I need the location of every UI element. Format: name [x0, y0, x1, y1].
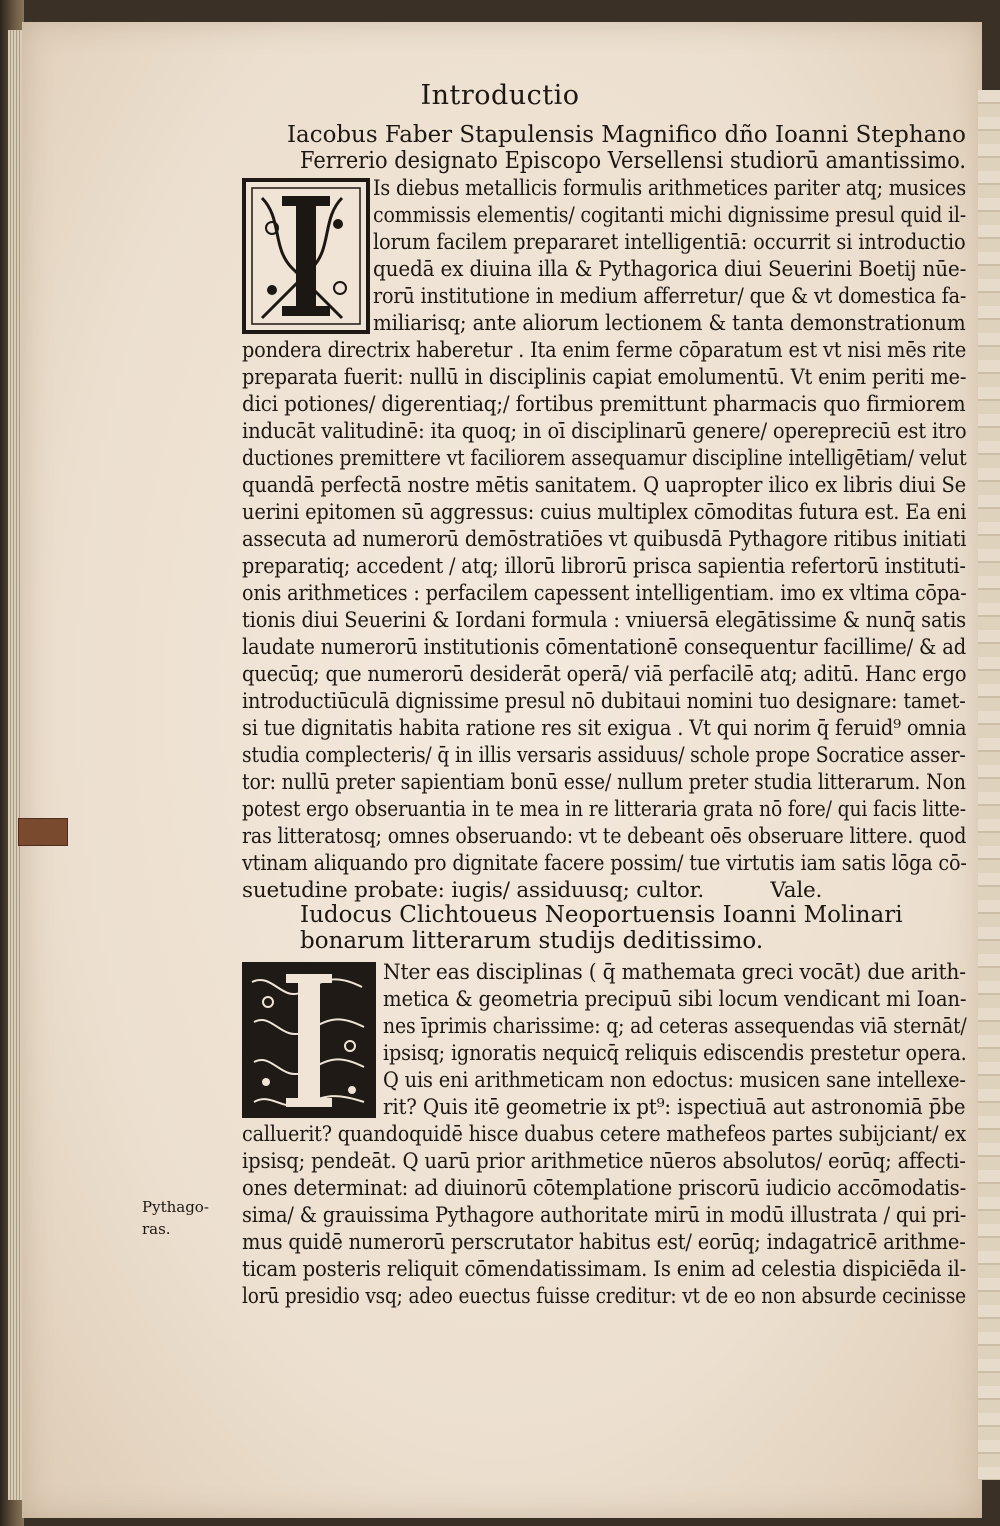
- text-line: onis arithmetices : perfacilem capessent intelligentiam. imo ex vltima cōpa-: [242, 581, 967, 606]
- text-line: ductiones premittere vt faciliorem assequamur discipline intelligētiam/ velut: [242, 446, 967, 471]
- initial-ornament-icon: [242, 178, 370, 334]
- text-line: calluerit? quandoquidē hisce duabus cetere mathefeos partes subijciant/ ex: [242, 1122, 967, 1147]
- decorated-initial-i: [242, 178, 370, 334]
- margin-note-line: Pythago-: [142, 1198, 209, 1216]
- text-line: studia complecteris/ q̄ in illis versaris assiduus/ schole prope Socratice asser-: [242, 743, 966, 768]
- text-line: Nter eas disciplinas ( q̄ mathemata greci vocāt) due arith-: [383, 960, 966, 985]
- text-line: ras litteratosq; omnes obseruando: vt te debeant oēs obseruare littere. quod: [242, 824, 967, 849]
- text-line: inducāt valitudinē: ita quoq; in oī disciplinarū genere/ operepreciū est itro: [242, 419, 967, 444]
- text-line: potest ergo obseruantia in te mea in re litteraria grata nō fore/ qui facis litte-: [242, 797, 966, 822]
- text-line: quecūq; que numerorū desiderāt operā/ viā perfacilē atq; aditū. Hanc ergo: [242, 662, 967, 687]
- dedication-line: Iacobus Faber Stapulensis Magnifico dño Ioanni Stephano: [287, 122, 966, 148]
- margin-note: [142, 1196, 209, 1240]
- text-line: rorū institutione in medium afferretur/ que & vt domestica fa-: [373, 284, 967, 309]
- text-line: suetudine probate: iugis/ assiduusq; cultor. Vale.: [242, 878, 823, 903]
- text-line: preparatiq; accedent / atq; illorū librorū prisca sapientia refertorū instituti-: [242, 554, 966, 579]
- text-line: commissis elementis/ cogitanti michi dignissime presul quid il-: [373, 203, 967, 228]
- text-line: pondera directrix haberetur . Ita enim ferme cōparatum est vt nisi mēs rite: [242, 338, 967, 363]
- text-line: rit? Quis itē geometrie ix pt⁹: ispectiuā aut astronomiā p̄be: [383, 1095, 966, 1120]
- text-line: lorum facilem prepararet intelligentiā: occurrit si introductio: [373, 230, 966, 255]
- text-line: si tue dignitatis habita ratione res sit exigua . Vt qui norim q̄ feruid⁹ omnia: [242, 716, 967, 741]
- text-line: ipsisq; ignoratis nequicq̄ reliquis ediscendis prestetur opera.: [383, 1041, 967, 1066]
- text-line: ipsisq; pendeāt. Q uarū prior arithmetice nūeros absolutos/ eorūq; affecti-: [242, 1149, 966, 1174]
- text-line: lorū presidio vsq; adeo euectus fuisse creditur: vt de eo non absurde cecinisse: [242, 1284, 966, 1309]
- dedication-line: Ferrerio designato Episcopo Versellensi studiorū amantissimo.: [300, 148, 966, 174]
- text-line: sima/ & grauissima Pythagore authoritate mirū in modū illustrata / qui pri-: [242, 1203, 967, 1228]
- text-line: dici potiones/ digerentiaq;/ fortibus premittunt pharmacis quo firmiorem: [242, 392, 966, 417]
- margin-note-line: ras.: [142, 1220, 171, 1238]
- text-line: laudate numerorū institutionis cōmentationē consequentur facillime/ & ad: [242, 635, 967, 660]
- text-line: metica & geometria precipuū sibi locum vendicant mi Ioan-: [383, 987, 967, 1012]
- text-line: mus quidē numerorū perscrutator habitus est/ eorūq; indagatricē arithme-: [242, 1230, 966, 1255]
- running-header: Introductio: [420, 80, 580, 111]
- text-line: tor: nullū preter sapientiam bonū esse/ nullum preter studia litterarum. Non: [242, 770, 966, 795]
- text-line: nes īprimis charissime: q; ad ceteras assequendas viā sternāt/: [383, 1014, 967, 1039]
- text-line: miliarisq; ante aliorum lectionem & tanta demonstrationum: [373, 311, 966, 336]
- text-line: ones determinat: ad diuinorū cōtemplatione priscorū iudicio accōmodatis-: [242, 1176, 967, 1201]
- text-line: vtinam aliquando pro dignitate facere possim/ tue virtutis iam satis lōga cō-: [242, 851, 967, 876]
- text-line: assecuta ad numerorū demōstratiōes vt quibusdā Pythagore ritibus initiati: [242, 527, 967, 552]
- text-line: preparata fuerit: nullū in disciplinis capiat emolumentū. Vt enim periti me-: [242, 365, 967, 390]
- text-line: Q uis eni arithmeticam non edoctus: musicen sane intellexe-: [383, 1068, 966, 1093]
- decorated-initial-i-2: [242, 962, 376, 1118]
- text-line: tionis diui Seuerini & Iordani formula : vniuersā elegātissime & nunq̄ satis: [242, 608, 966, 633]
- text-line: Is diebus metallicis formulis arithmetices pariter atq; musices: [373, 176, 966, 201]
- text-line: ticam posteris reliquit cōmendatissimam. Is enim ad celestia dispiciēda il-: [242, 1257, 967, 1282]
- dedication-line: Iudocus Clichtoueus Neoportuensis Ioanni Molinari: [300, 902, 903, 928]
- text-line: quandā perfectā nostre mētis sanitatem. Q uapropter ilico ex libris diui Se: [242, 473, 967, 498]
- dedication-line: bonarum litterarum studijs deditissimo.: [300, 928, 764, 954]
- text-line: uerini epitomen sū aggressus: cuius multiplex cōmoditas futura est. Ea eni: [242, 500, 967, 525]
- text-line: introductiūculā dignissime presul nō dubitaui nomini tuo designare: tamet-: [242, 689, 966, 714]
- initial-ornament-icon: [242, 962, 376, 1118]
- text-line: quedā ex diuina illa & Pythagorica diui Seuerini Boetij nūe-: [373, 257, 967, 282]
